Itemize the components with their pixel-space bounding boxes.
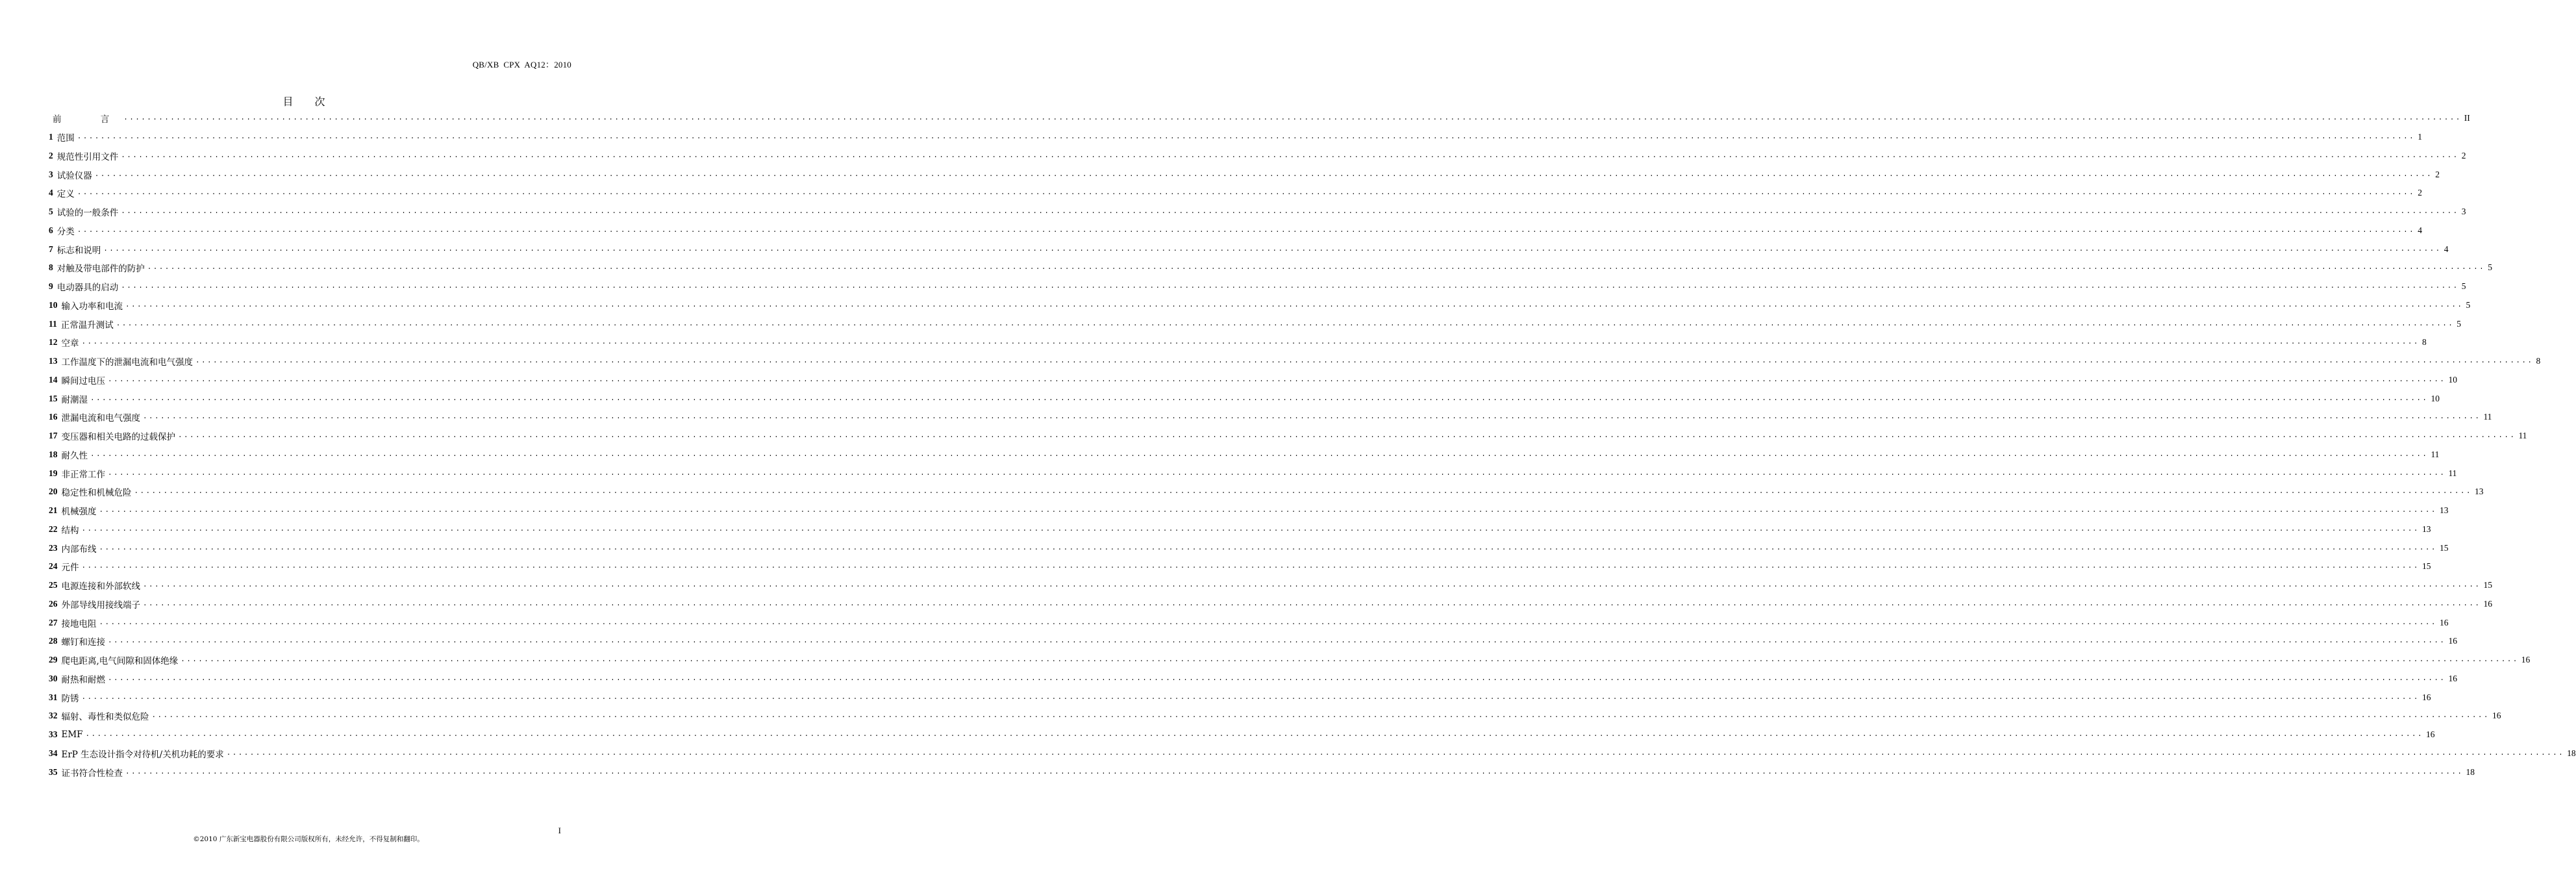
toc-entry-number: 5 [49,207,53,217]
toc-entry-label: 范围 [56,133,75,144]
toc-dot-leader: ................................................................................................................................................................................................................................................................................................................................................................................................................ [81,693,2420,702]
toc-entry-label: 接地电阻 [61,618,97,629]
toc-entry-page: 15 [2483,580,2492,590]
toc-entry-label: 结构 [61,525,79,536]
toc-entry[interactable] [49,371,2457,390]
toc-entry-label: 规范性引用文件 [56,151,119,162]
toc-entry-label: 螺钉和连接 [61,637,105,648]
toc-entry-page: 16 [2483,598,2492,609]
toc-dot-leader: ................................................................................................................................................................................................................................................................................................................................................................................................................ [94,170,2433,179]
toc-entry[interactable] [49,632,2457,651]
toc-entry-number: 14 [49,374,58,385]
toc-entry-label: 外部导线用接线端子 [61,600,140,611]
toc-entry-label: 辐射、毒性和类似危险 [61,712,149,723]
toc-entry-page: 1 [2418,132,2422,142]
toc-entry[interactable] [49,501,2449,520]
toc-entry-label: 元件 [61,563,79,574]
toc-entry-label: 证书符合性检查 [61,768,123,779]
toc-dot-leader: ................................................................................................................................................................................................................................................................................................................................................................................................................ [121,208,2459,216]
toc-entry-number: 19 [49,468,58,478]
toc-entry-label: 机械强度 [61,507,97,518]
toc-entry-page: 5 [2488,262,2492,273]
toc-entry[interactable] [49,109,2470,128]
toc-entry-page: 8 [2421,337,2427,348]
toc-entry-number: 11 [49,318,57,329]
toc-entry-page: 2 [2435,169,2440,179]
toc-entry-page: 10 [2431,393,2440,403]
toc-entry-label: 定义 [56,189,75,200]
toc-entry[interactable] [49,333,2427,352]
toc-entry[interactable] [49,670,2457,689]
toc-entry-number: 20 [49,487,58,497]
toc-entry[interactable] [49,446,2440,464]
toc-entry-label: EMF [61,729,83,740]
toc-entry[interactable] [49,184,2422,203]
toc-entry-number: 28 [49,636,58,646]
toc-title: 目 次 [282,95,334,108]
toc-entry-label: 泄漏电流和电气强度 [61,413,140,424]
toc-entry-label: 试验的一般条件 [56,208,119,219]
toc-dot-leader: ................................................................................................................................................................................................................................................................................................................................................................................................................ [108,674,2446,683]
toc-entry-label: 耐潮湿 [61,394,88,405]
toc-entry-label: 爬电距离,电气间隙和固体绝缘 [61,656,179,667]
toc-entry-number: 34 [49,748,58,758]
toc-entry-number: 30 [49,673,58,683]
toc-dot-leader: ................................................................................................................................................................................................................................................................................................................................................................................................................ [125,301,2464,309]
toc-dot-leader: ................................................................................................................................................................................................................................................................................................................................................................................................................ [147,264,2486,272]
toc-dot-leader: ................................................................................................................................................................................................................................................................................................................................................................................................................ [143,581,2481,590]
toc-entry-page: 5 [2461,281,2466,292]
toc-dot-leader: ................................................................................................................................................................................................................................................................................................................................................................................................................ [121,151,2459,160]
toc-entry-number: 15 [49,393,58,403]
table-of-contents [49,109,2576,781]
toc-entry-number: 6 [49,225,53,235]
toc-entry-page: 2 [2461,150,2466,160]
toc-entry-label: 分类 [56,226,75,237]
document-code: QB/XB CPX AQ12：2010 [472,60,571,70]
toc-dot-leader: ................................................................................................................................................................................................................................................................................................................................................................................................................ [116,320,2455,328]
toc-entry-label: 标志和说明 [56,245,101,256]
toc-entry-label: 正常温升测试 [60,320,114,331]
toc-entry-page: 11 [2518,431,2527,441]
toc-dot-leader: ................................................................................................................................................................................................................................................................................................................................................................................................................ [81,338,2420,347]
toc-entry-page: 15 [2439,542,2449,553]
toc-entry-label: 空章 [61,338,79,349]
toc-entry-page: 13 [2421,524,2431,534]
toc-entry[interactable] [49,147,2466,166]
toc-entry[interactable] [49,221,2422,240]
toc-entry-number: 3 [49,169,53,179]
toc-entry-page: 11 [2431,449,2440,459]
toc-entry-number: 7 [49,244,53,254]
toc-entry-number: 22 [49,524,58,534]
toc-dot-leader: ................................................................................................................................................................................................................................................................................................................................................................................................................ [181,656,2519,664]
toc-entry-label: 耐热和耐燃 [61,674,105,685]
toc-entry-number: 25 [49,580,58,590]
toc-dot-leader: ................................................................................................................................................................................................................................................................................................................................................................................................................ [77,226,2416,234]
toc-entry[interactable] [49,165,2440,184]
toc-entry-label: 电源连接和外部软线 [61,581,140,592]
toc-entry[interactable] [49,576,2492,595]
toc-entry-label: 变压器和相关电路的过载保护 [61,432,175,443]
toc-entry[interactable] [49,744,2576,763]
toc-entry-number: 13 [49,356,58,366]
toc-entry-number: 9 [49,281,53,292]
toc-dot-leader: ................................................................................................................................................................................................................................................................................................................................................................................................................ [178,432,2516,440]
toc-dot-leader: ................................................................................................................................................................................................................................................................................................................................................................................................................ [125,768,2464,776]
toc-entry[interactable] [49,613,2449,632]
toc-entry-number: 24 [49,561,58,572]
toc-entry-label: 前 言 [53,114,128,125]
page-number: I [558,826,561,835]
toc-entry-page: 16 [2492,711,2501,721]
toc-entry-number: 2 [49,150,53,160]
toc-entry-page: 18 [2466,766,2475,777]
copyright-footer: ©2010 广东新宝电器股份有限公司版权所有，未经允许，不得复制和翻印。 [193,835,424,843]
toc-entry-page: 4 [2418,225,2422,235]
toc-dot-leader: ................................................................................................................................................................................................................................................................................................................................................................................................................ [108,375,2446,384]
toc-entry[interactable] [49,277,2466,296]
toc-entry-number: 12 [49,337,58,348]
toc-entry[interactable] [49,651,2531,670]
toc-entry-number: 23 [49,542,58,553]
toc-dot-leader: ................................................................................................................................................................................................................................................................................................................................................................................................................ [143,413,2481,422]
toc-entry-page: 16 [2448,673,2457,683]
toc-entry-page: 5 [2466,299,2471,310]
toc-entry[interactable] [49,259,2492,277]
toc-dot-leader: ................................................................................................................................................................................................................................................................................................................................................................................................................ [103,245,2442,253]
toc-dot-leader: ................................................................................................................................................................................................................................................................................................................................................................................................................ [151,712,2490,720]
toc-entry-page: 18 [2567,748,2576,758]
toc-dot-leader: ................................................................................................................................................................................................................................................................................................................................................................................................................ [143,600,2481,608]
toc-entry-page: 5 [2457,318,2461,329]
toc-dot-leader: ................................................................................................................................................................................................................................................................................................................................................................................................................ [123,114,2462,123]
toc-entry-page: 11 [2448,468,2457,478]
toc-entry-number: 27 [49,617,58,627]
toc-entry-page: 16 [2425,729,2435,740]
toc-entry-page: 10 [2448,374,2457,385]
toc-dot-leader: ................................................................................................................................................................................................................................................................................................................................................................................................................ [108,469,2446,477]
toc-dot-leader: ................................................................................................................................................................................................................................................................................................................................................................................................................ [81,563,2420,571]
toc-dot-leader: ................................................................................................................................................................................................................................................................................................................................................................................................................ [99,507,2437,515]
toc-dot-leader: ................................................................................................................................................................................................................................................................................................................................................................................................................ [121,283,2459,291]
toc-entry-label: 工作温度下的泄漏电流和电气强度 [61,357,193,368]
toc-entry[interactable] [49,464,2457,483]
toc-entry[interactable] [49,707,2501,726]
toc-entry-label: 稳定性和机械危险 [61,488,132,499]
toc-entry[interactable] [49,688,2431,707]
toc-entry-number: 16 [49,412,58,422]
toc-entry-label: 非正常工作 [61,469,105,480]
toc-entry[interactable] [49,595,2492,614]
toc-entry-label: 电动器具的启动 [56,283,119,294]
toc-entry-page: 11 [2483,412,2492,422]
toc-entry-page: 16 [2521,655,2531,665]
toc-entry-page: 16 [2448,636,2457,646]
toc-entry[interactable] [49,538,2449,557]
toc-entry-number: 26 [49,598,58,609]
toc-entry-number: 29 [49,655,58,665]
toc-entry-number: 31 [49,692,58,702]
toc-entry-label: ErP 生态设计指令对待机/关机功耗的要求 [61,749,224,760]
toc-entry[interactable] [49,240,2449,259]
toc-entry[interactable] [49,408,2492,427]
toc-entry-number: 1 [49,132,53,142]
toc-dot-leader: ................................................................................................................................................................................................................................................................................................................................................................................................................ [195,357,2534,366]
toc-dot-leader: ................................................................................................................................................................................................................................................................................................................................................................................................................ [99,618,2437,627]
toc-dot-leader: ................................................................................................................................................................................................................................................................................................................................................................................................................ [134,488,2472,496]
toc-entry-page: 16 [2439,617,2449,627]
toc-entry-number: 33 [49,729,58,740]
toc-entry[interactable] [49,726,2435,744]
toc-entry-page: 16 [2421,692,2431,702]
toc-dot-leader: ................................................................................................................................................................................................................................................................................................................................................................................................................ [81,525,2420,533]
toc-entry-page: 2 [2418,188,2422,198]
toc-entry[interactable] [49,483,2484,501]
toc-entry[interactable] [49,427,2527,446]
toc-entry-label: 对触及带电部件的防护 [56,264,145,275]
toc-entry-number: 32 [49,711,58,721]
toc-entry-page: 13 [2439,505,2449,516]
toc-entry-label: 瞬间过电压 [61,375,105,386]
toc-entry-page: 3 [2461,207,2466,217]
toc-entry-label: 输入功率和电流 [61,301,123,312]
toc-entry-label: 内部布线 [61,544,97,555]
toc-entry[interactable] [49,520,2431,539]
toc-dot-leader: ................................................................................................................................................................................................................................................................................................................................................................................................................ [90,450,2429,459]
toc-entry-number: 10 [49,299,58,310]
toc-dot-leader: ................................................................................................................................................................................................................................................................................................................................................................................................................ [77,133,2416,142]
toc-entry[interactable] [49,296,2471,315]
toc-entry-number: 18 [49,449,58,459]
toc-entry-label: 耐久性 [61,450,88,461]
toc-entry-page: II [2464,113,2470,123]
toc-entry-page: 13 [2474,487,2484,497]
toc-dot-leader: ................................................................................................................................................................................................................................................................................................................................................................................................................ [85,731,2423,739]
toc-dot-leader: ................................................................................................................................................................................................................................................................................................................................................................................................................ [108,637,2446,646]
toc-entry-label: 试验仪器 [56,170,92,181]
toc-entry[interactable] [49,389,2440,408]
toc-entry-number: 21 [49,505,58,516]
toc-entry-number: 35 [49,766,58,777]
toc-entry[interactable] [49,352,2541,371]
toc-dot-leader: ................................................................................................................................................................................................................................................................................................................................................................................................................ [226,749,2565,757]
toc-entry[interactable] [49,557,2431,576]
toc-entry[interactable] [49,128,2422,147]
toc-entry-number: 8 [49,262,53,273]
toc-dot-leader: ................................................................................................................................................................................................................................................................................................................................................................................................................ [77,189,2416,197]
toc-entry-number: 17 [49,431,58,441]
toc-entry-page: 15 [2421,561,2431,572]
toc-entry-page: 8 [2536,356,2541,366]
toc-entry-label: 防锈 [61,693,79,704]
toc-entry[interactable] [49,763,2475,781]
toc-entry[interactable] [49,314,2461,333]
toc-dot-leader: ................................................................................................................................................................................................................................................................................................................................................................................................................ [99,544,2437,552]
toc-entry-page: 4 [2444,244,2449,254]
toc-dot-leader: ................................................................................................................................................................................................................................................................................................................................................................................................................ [90,394,2429,403]
toc-entry[interactable] [49,203,2466,221]
toc-entry-number: 4 [49,188,53,198]
